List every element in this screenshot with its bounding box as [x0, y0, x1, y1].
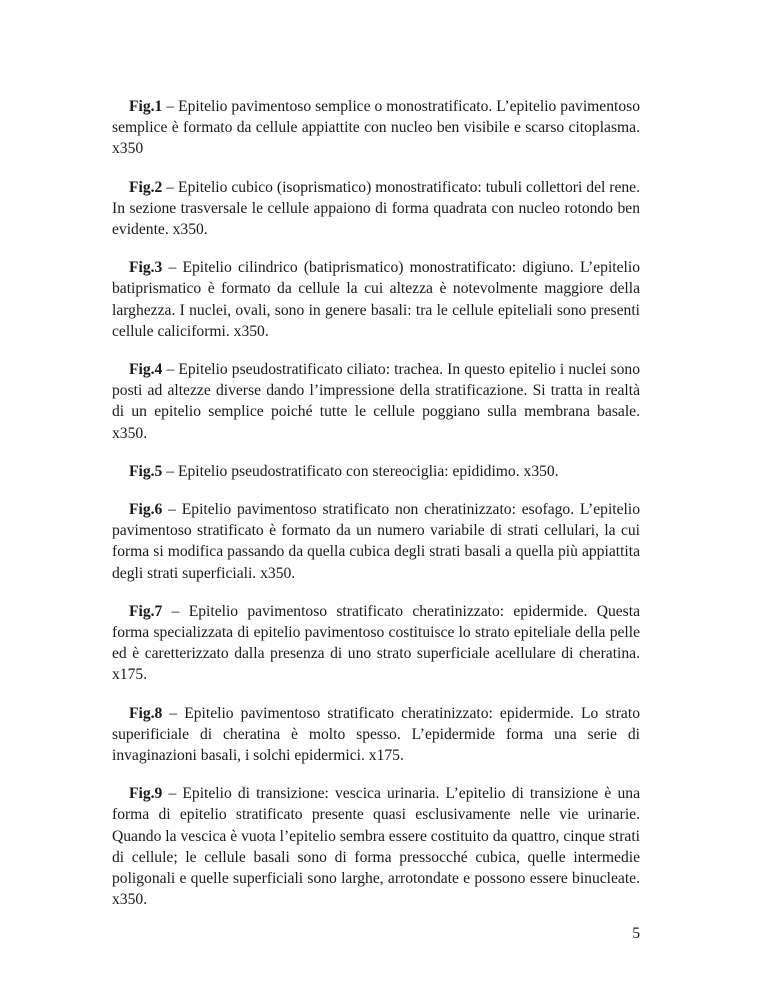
- caption-fig-1: [112, 96, 640, 160]
- caption-text: – Epitelio cilindrico (batiprismatico) monostratificato: digiuno. L’epitelio batiprismatico è formato da cellule la cui altezza è notevolmente maggiore della larghezza. I nuclei, ovali, sono in genere basali: tra le cellule epiteliali sono presenti cellule caliciformi. x350.: [112, 259, 640, 340]
- figure-label: Fig.4: [129, 361, 163, 379]
- caption-text: – Epitelio pavimentoso stratificato cheratinizzato: epidermide. Lo strato superificiale di cheratina è molto spesso. L’epidermide forma una serie di invaginazioni basali, i solchi epidermici. x175.: [112, 704, 640, 765]
- caption-fig-2: [112, 177, 640, 241]
- figure-label: Fig.7: [129, 602, 163, 620]
- caption-text: – Epitelio pavimentoso stratificato cheratinizzato: epidermide. Questa forma specializzata di epitelio pavimentoso costituisce lo strato epiteliale della pelle ed è caretterizzato dalla presenza di uno strato superficiale acellulare di cheratina. x175.: [112, 602, 640, 684]
- figure-label: Fig.8: [129, 704, 163, 722]
- figure-label: Fig.5: [129, 462, 163, 480]
- caption-text: – Epitelio pavimentoso stratificato non cheratinizzato: esofago. L’epitelio pavimentoso stratificato è formato da un numero variabile di strati cellulari, la cui forma si modifica passando da quella cubica degli strati basali a quella più appiattita degli strati superficiali. x350.: [112, 501, 640, 582]
- caption-text: – Epitelio di transizione: vescica urinaria. L’epitelio di transizione è una forma di epitelio stratificato presente quasi esclusivamente nelle vie urinarie. Quando la vescica è vuota l’epitelio sembra essere costituito da quattro, cinque strati di cellule; le cellule basali sono di forma pressocché cubica, quelle intermedie poligonali e quelle superficiali sono larghe, arrotondate e possono essere binucleate. x350.: [112, 785, 640, 909]
- figure-label: Fig.9: [129, 785, 163, 803]
- caption-fig-4: [112, 359, 640, 444]
- page-number: 5: [632, 925, 640, 942]
- caption-fig-3: [112, 257, 640, 342]
- caption-fig-8: [112, 703, 640, 767]
- caption-fig-9: [112, 783, 640, 910]
- caption-text: – Epitelio pavimentoso semplice o monostratificato. L’epitelio pavimentoso semplice è formato da cellule appiattite con nucleo ben visibile e scarso citoplasma. x350: [112, 98, 640, 158]
- caption-text: – Epitelio pseudostratificato ciliato: trachea. In questo epitelio i nuclei sono posti ad altezze diverse dando l’impressione della stratificazione. Si tratta in realtà di un epitelio semplice poiché tutte le cellule poggiano sulla membrana basale. x350.: [112, 361, 640, 442]
- figure-label: Fig.2: [129, 178, 163, 196]
- caption-fig-6: [112, 499, 640, 584]
- figure-label: Fig.3: [129, 259, 163, 277]
- caption-fig-5: [112, 461, 640, 482]
- caption-text: – Epitelio pseudostratificato con stereociglia: epididimo. x350.: [162, 462, 559, 480]
- page-body: [112, 96, 640, 928]
- caption-text: – Epitelio cubico (isoprismatico) monostratificato: tubuli collettori del rene. In sezione trasversale le cellule appaiono di forma quadrata con nucleo rotondo ben evidente. x350.: [112, 178, 640, 239]
- figure-label: Fig.6: [129, 501, 163, 519]
- figure-label: Fig.1: [129, 98, 163, 115]
- caption-fig-7: [112, 601, 640, 686]
